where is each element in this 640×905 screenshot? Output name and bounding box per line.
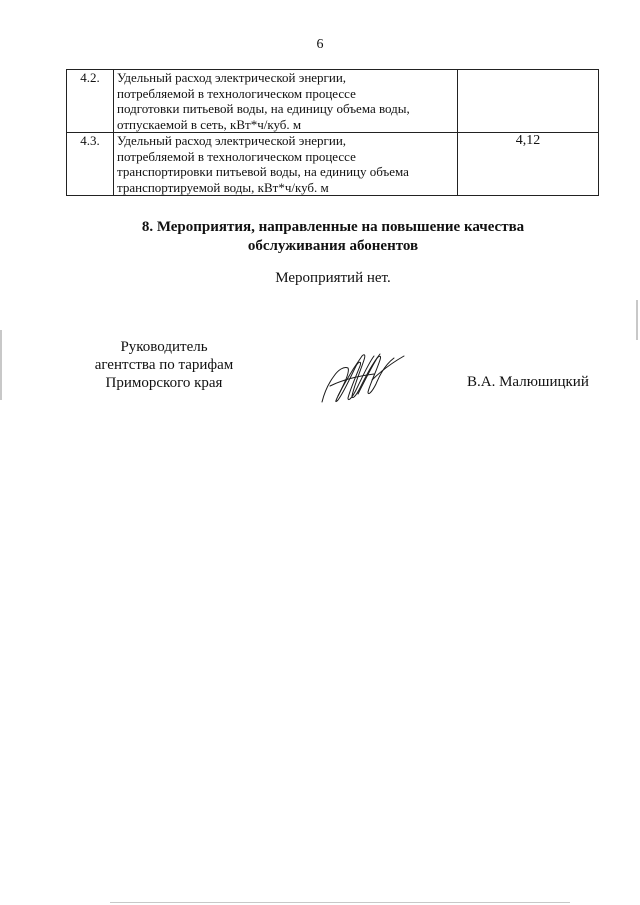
description-line: отпускаемой в сеть, кВт*ч/куб. м [117, 116, 302, 132]
section-title [0, 218, 640, 256]
description-line: потребляемой в технологическом процессе [117, 148, 356, 164]
row-description [114, 70, 458, 133]
scan-edge-mark [110, 902, 570, 903]
scan-edge-mark [0, 330, 2, 400]
no-events-text: Мероприятий нет. [275, 270, 391, 286]
page-number: 6 [316, 37, 324, 52]
signer-position-line: агентства по тарифам [94, 357, 234, 373]
signer-position-line: Руководитель [120, 339, 208, 355]
signer-position-line: Приморского края [105, 375, 223, 391]
indicators-table [66, 69, 599, 196]
description-line: Удельный расход электрической энергии, [117, 133, 347, 148]
row-number: 4.3. [67, 133, 114, 196]
table-row [67, 133, 599, 196]
section-title-line: 8. Мероприятия, направленные на повышение качества [141, 219, 525, 235]
table-row [67, 70, 599, 133]
scan-edge-mark [636, 300, 638, 340]
row-value [458, 70, 599, 133]
row-description [114, 133, 458, 196]
handwritten-signature [318, 346, 408, 406]
section-title-line: обслуживания абонентов [247, 238, 419, 254]
signer-name: В.А. Малюшицкий [467, 374, 589, 390]
row-value: 4,12 [458, 133, 599, 196]
description-line: транспортируемой воды, кВт*ч/куб. м [117, 179, 329, 195]
description-line: подготовки питьевой воды, на единицу объема воды, [117, 101, 410, 116]
signer-position [76, 338, 252, 392]
description-line: потребляемой в технологическом процессе [117, 85, 356, 101]
description-line: транспортировки питьевой воды, на единицу объема [117, 164, 409, 179]
row-number: 4.2. [67, 70, 114, 133]
description-line: Удельный расход электрической энергии, [117, 70, 347, 85]
